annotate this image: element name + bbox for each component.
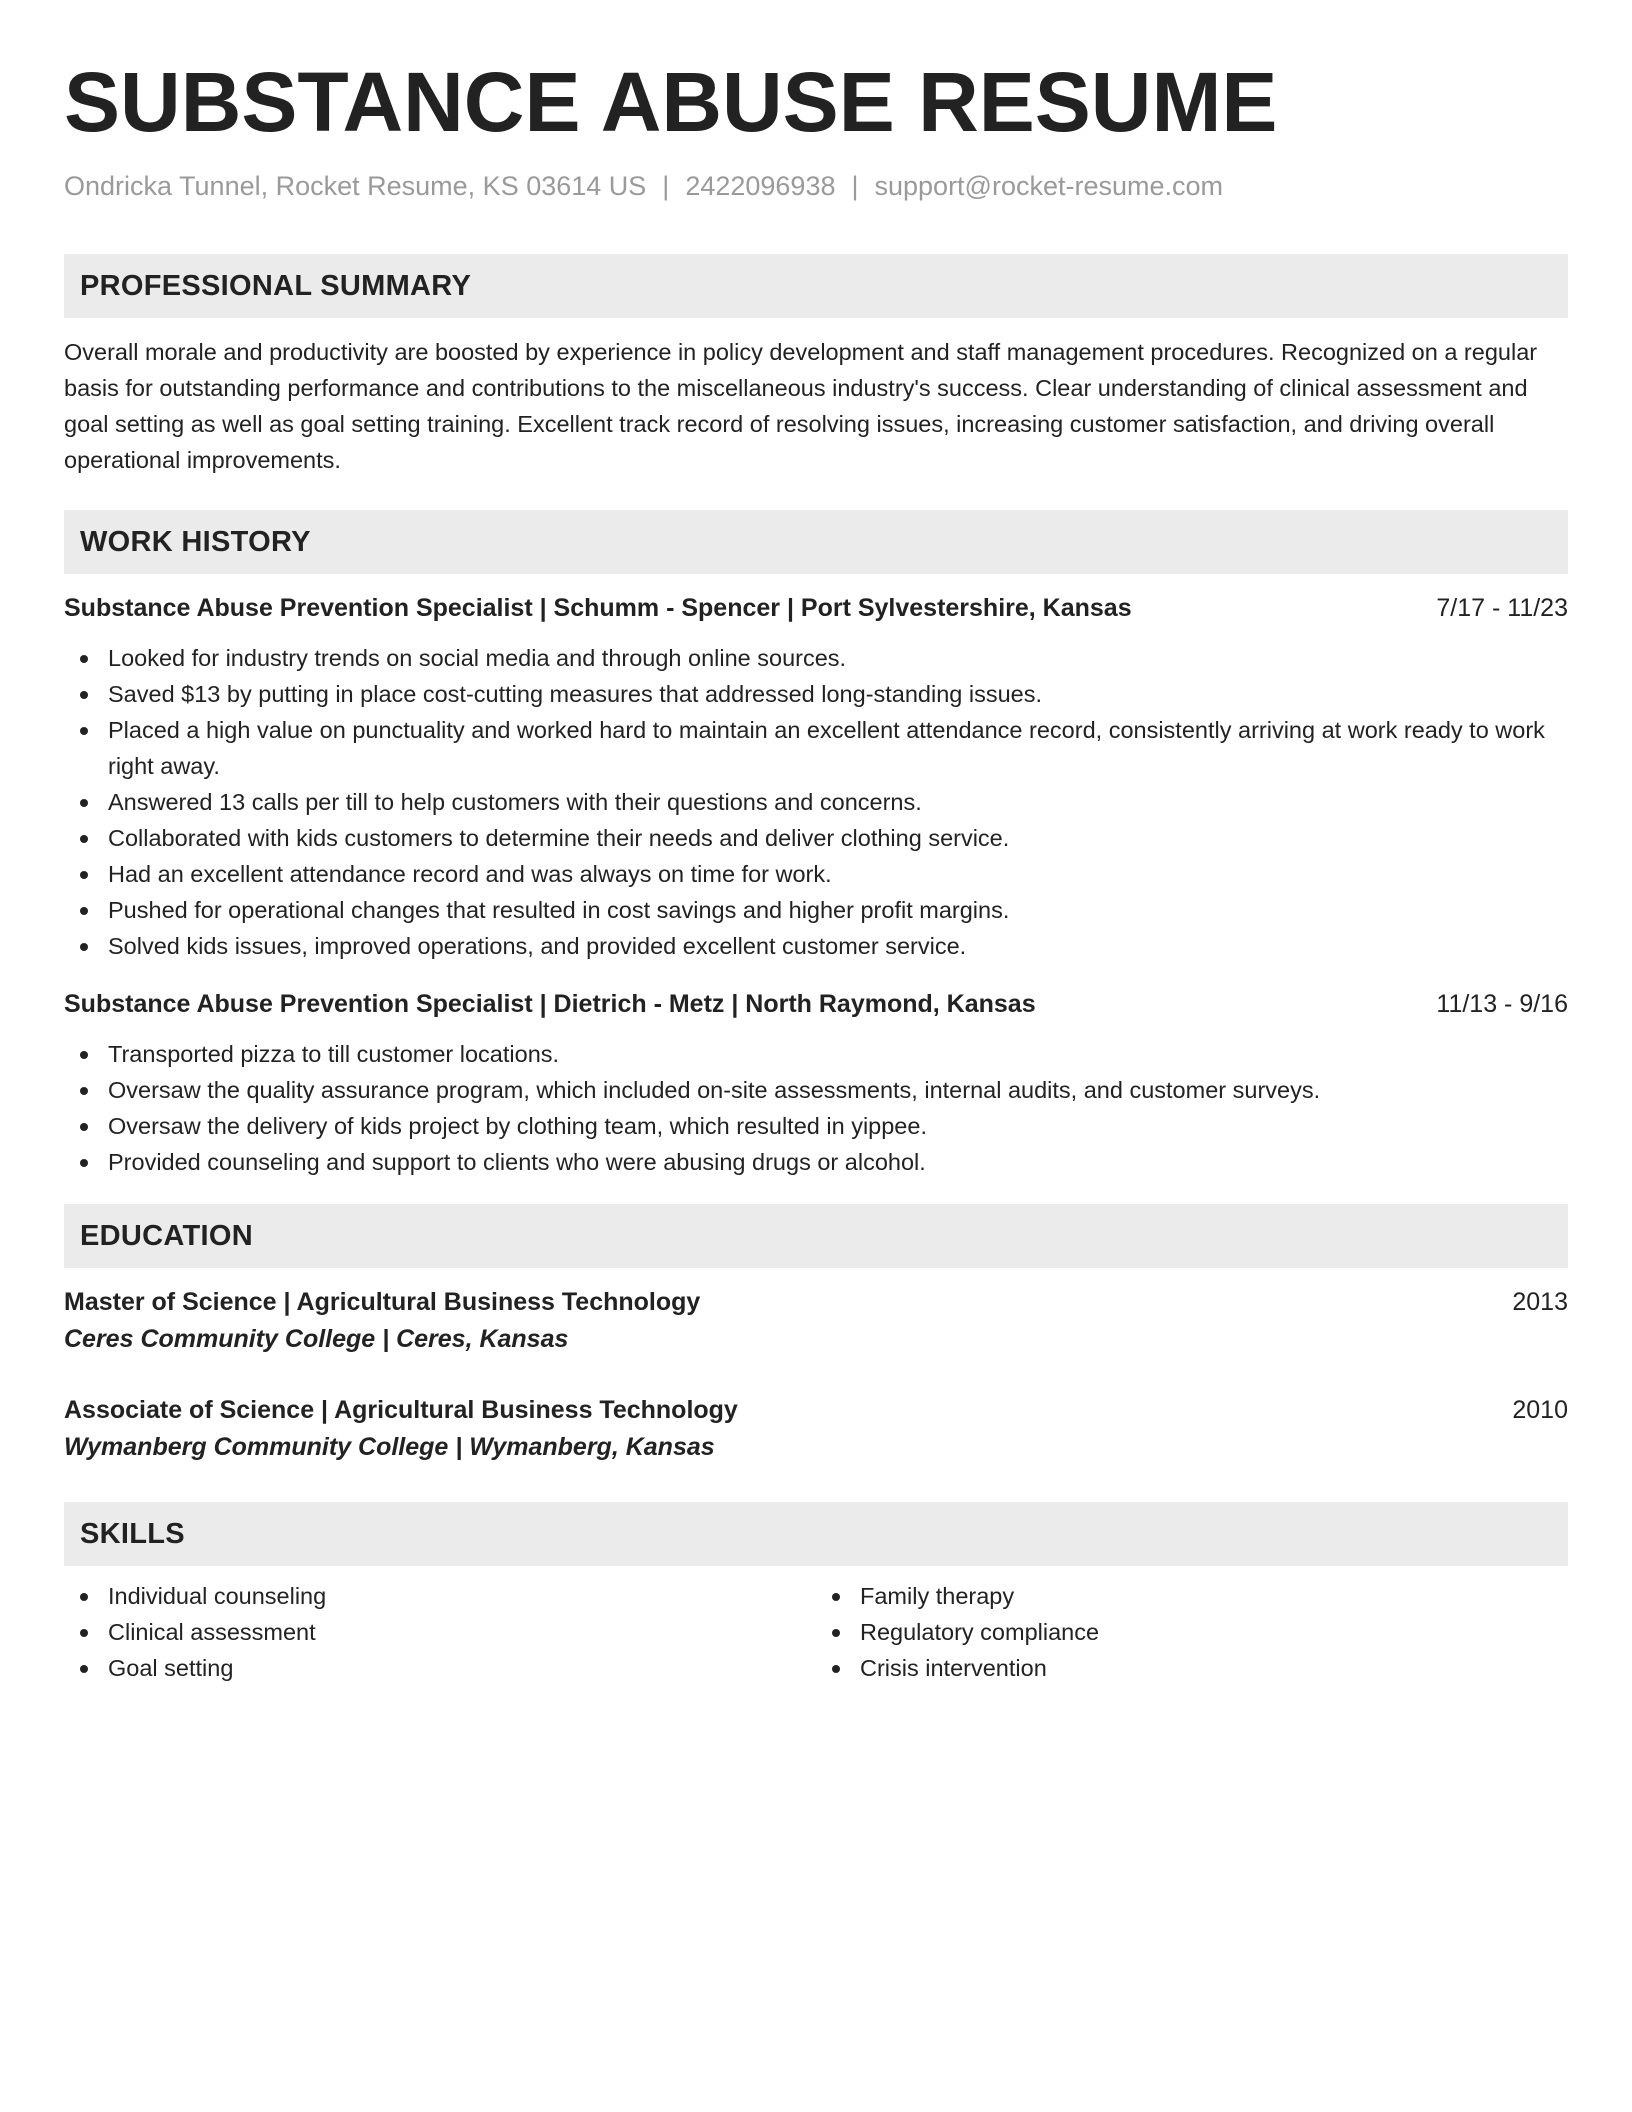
education-degree: Master of Science | Agricultural Business Technology [64,1288,701,1316]
skills-list [816,1578,1568,1686]
education-entry [64,1392,1568,1466]
job-title: Substance Abuse Prevention Specialist | Dietrich - Metz | North Raymond, Kansas [64,990,1036,1018]
skill-item: Family therapy [816,1578,1568,1614]
education-heading-line [64,1284,1568,1320]
section-header-education: EDUCATION [64,1204,1568,1268]
education-degree: Associate of Science | Agricultural Business Technology [64,1396,738,1424]
job-dates: 11/13 - 9/16 [1436,990,1568,1018]
job-bullet: Answered 13 calls per till to help customers with their questions and concerns. [64,784,1568,820]
contact-separator: | [851,171,859,201]
job-heading-line [64,986,1568,1022]
skill-item: Crisis intervention [816,1650,1568,1686]
education-heading-line [64,1392,1568,1428]
job-bullet: Oversaw the delivery of kids project by clothing team, which resulted in yippee. [64,1108,1568,1144]
job-bullet: Solved kids issues, improved operations, and provided excellent customer service. [64,928,1568,964]
job-bullet: Pushed for operational changes that resulted in cost savings and higher profit margins. [64,892,1568,928]
job-bullet: Looked for industry trends on social media and through online sources. [64,640,1568,676]
section-header-summary: PROFESSIONAL SUMMARY [64,254,1568,318]
job-dates: 7/17 - 11/23 [1436,594,1568,622]
resume-title: SUBSTANCE ABUSE RESUME [64,55,1278,149]
contact-address: Ondricka Tunnel, Rocket Resume, KS 03614 US [64,171,647,201]
job-entry [64,590,1568,964]
education-entry [64,1284,1568,1358]
job-bullet: Placed a high value on punctuality and worked hard to maintain an excellent attendance record, consistently arriving at work ready to work right away. [64,712,1568,784]
skill-item: Regulatory compliance [816,1614,1568,1650]
job-bullet-list [64,1036,1568,1180]
job-bullet-list [64,640,1568,964]
job-bullet: Transported pizza to till customer locations. [64,1036,1568,1072]
job-bullet: Saved $13 by putting in place cost-cutting measures that addressed long-standing issues. [64,676,1568,712]
contact-email: support@rocket-resume.com [874,171,1224,201]
section-header-work-history: WORK HISTORY [64,510,1568,574]
contact-separator: | [662,171,670,201]
contact-line [64,168,1568,204]
skills-list [64,1578,816,1686]
job-bullet: Had an excellent attendance record and was always on time for work. [64,856,1568,892]
skills-grid [64,1578,1568,1686]
skill-item: Goal setting [64,1650,816,1686]
skills-column-left [64,1578,816,1686]
skill-item: Clinical assessment [64,1614,816,1650]
skills-column-right [816,1578,1568,1686]
section-header-skills: SKILLS [64,1502,1568,1566]
job-bullet: Provided counseling and support to clients who were abusing drugs or alcohol. [64,1144,1568,1180]
education-year: 2013 [1512,1288,1568,1316]
job-heading-line [64,590,1568,626]
job-bullet: Oversaw the quality assurance program, which included on-site assessments, internal audits, and customer surveys. [64,1072,1568,1108]
job-entry [64,986,1568,1180]
contact-phone: 2422096938 [685,171,836,201]
job-bullet: Collaborated with kids customers to determine their needs and deliver clothing service. [64,820,1568,856]
education-school: Ceres Community College | Ceres, Kansas [64,1325,569,1353]
job-title: Substance Abuse Prevention Specialist | Schumm - Spencer | Port Sylvestershire, Kansas [64,594,1132,622]
skill-item: Individual counseling [64,1578,816,1614]
education-year: 2010 [1512,1396,1568,1424]
summary-text: Overall morale and productivity are boosted by experience in policy development and staff management procedures. Recognized on a regular basis for outstanding performance and contributions to the miscellaneous industry's success. Clear understanding of clinical assessment and goal setting as well as goal setting training. Excellent track record of resolving issues, increasing customer satisfaction, and driving overall operational improvements. [64,339,1538,473]
education-school: Wymanberg Community College | Wymanberg, Kansas [64,1433,715,1461]
